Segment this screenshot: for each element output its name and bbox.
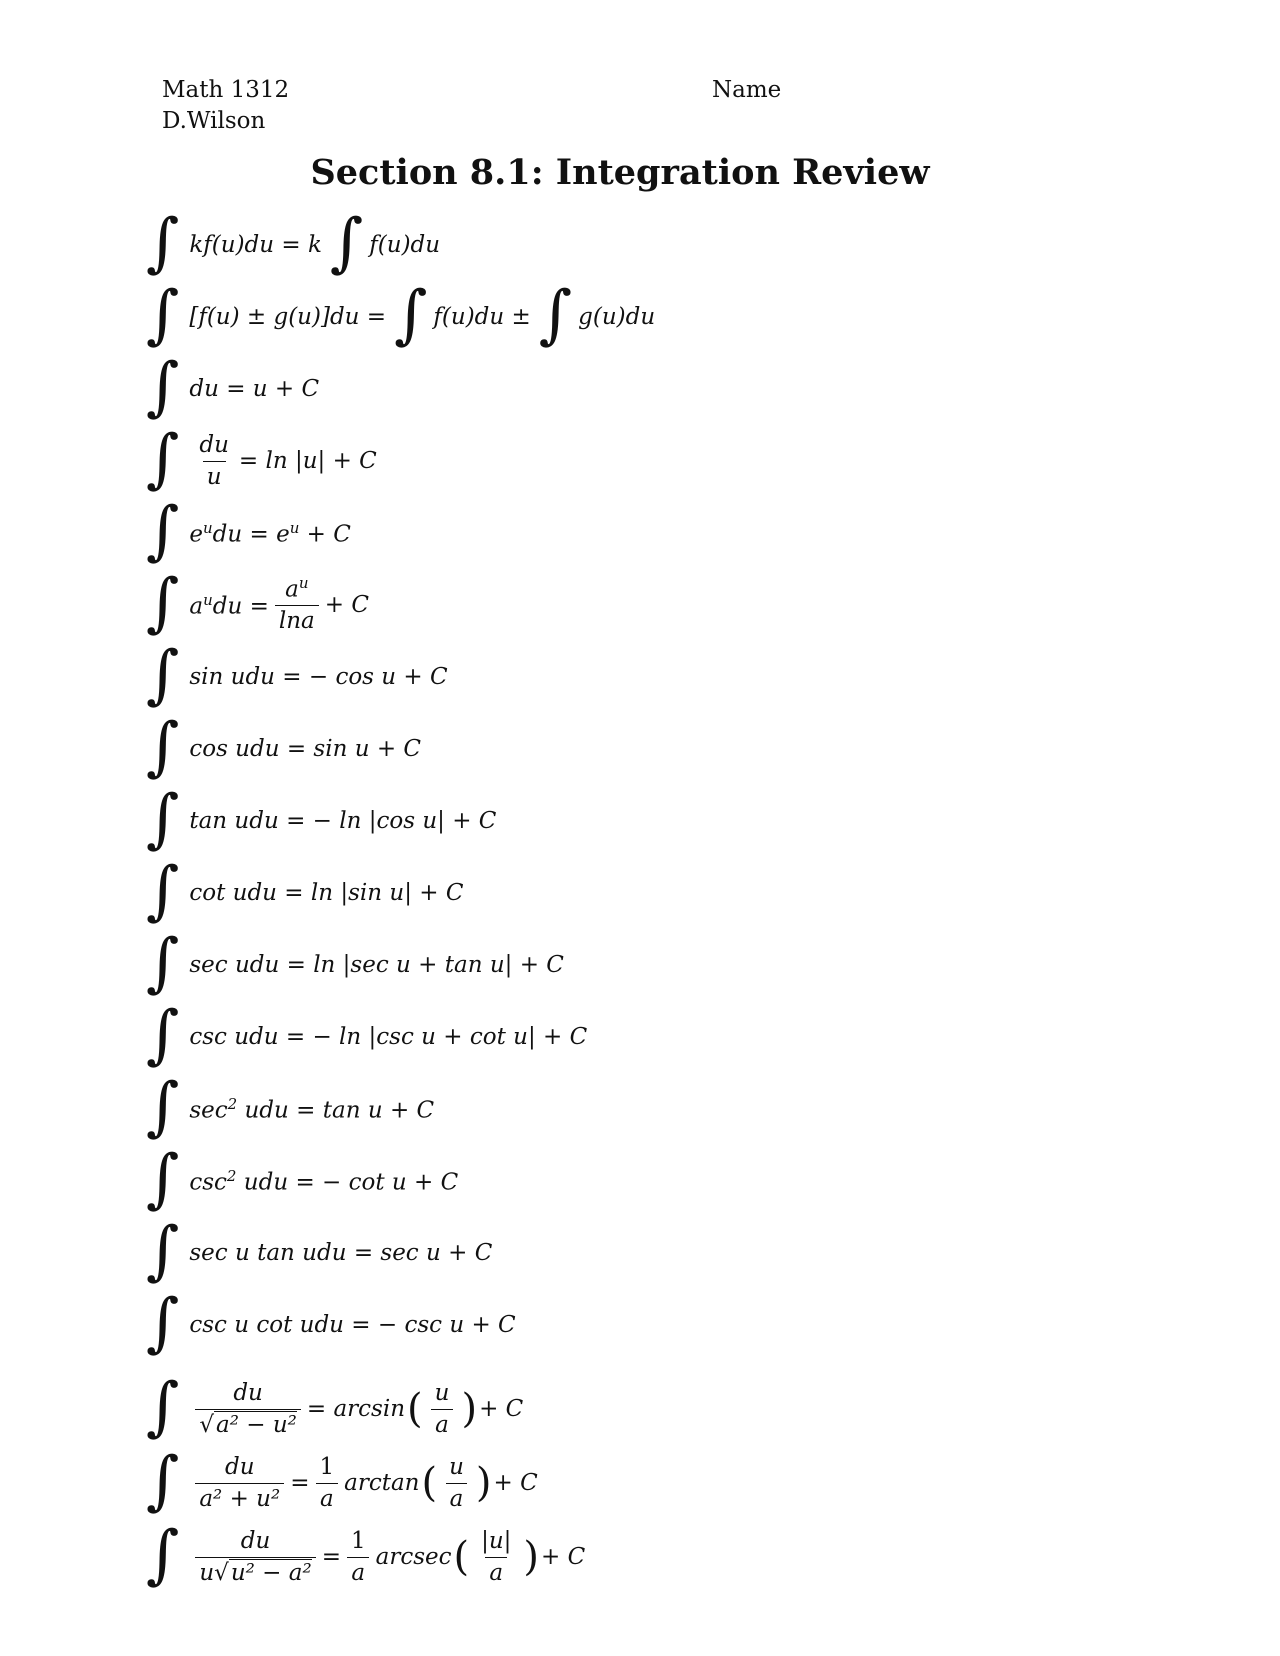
fraction (195, 1454, 284, 1512)
formula-sin (146, 638, 448, 712)
function-name: csc (189, 1169, 227, 1196)
formula-rhs: = ln |u| + C (238, 448, 377, 474)
exponent: u (202, 518, 213, 537)
numerator: u (449, 1454, 464, 1481)
integral-sign: ∫ (146, 422, 180, 496)
numerator: du (240, 1528, 271, 1555)
denominator: u (203, 461, 226, 490)
integral-sign: ∫ (394, 278, 428, 352)
integral-sign: ∫ (146, 1286, 180, 1360)
denominator: a² + u² (195, 1483, 284, 1512)
formula-text: cos udu = sin u + C (189, 736, 422, 762)
integral-sign: ∫ (329, 206, 364, 280)
radicand: u² − a² (230, 1559, 312, 1586)
sqrt-icon: √ (199, 1411, 214, 1438)
integral-sign: ∫ (146, 350, 180, 424)
formula-term-1: f(u)du ± (433, 304, 531, 330)
argument-fraction (431, 1380, 454, 1438)
left-paren: ( (421, 1460, 438, 1506)
formula-text: tan udu = − ln |cos u| + C (189, 808, 497, 834)
formula-text: sin udu = − cos u + C (189, 664, 448, 690)
exponent: u (289, 518, 300, 537)
base: e (189, 521, 203, 548)
right-paren: ) (475, 1460, 492, 1506)
formula-arcsin (146, 1370, 524, 1444)
numerator: du (199, 432, 229, 459)
coefficient-fraction (315, 1454, 338, 1512)
formula-lhs: [f(u) ± g(u)]du = (189, 304, 387, 330)
denominator: a (347, 1557, 369, 1586)
numerator-exponent: u (298, 574, 309, 593)
integral-sign: ∫ (146, 710, 180, 784)
left-paren: ( (407, 1386, 423, 1432)
function-name: arcsec (375, 1544, 452, 1570)
exponent: 2 (227, 1094, 238, 1113)
formula-mid: du = e (212, 521, 290, 548)
right-paren: ) (461, 1386, 478, 1432)
base: a (189, 593, 204, 620)
formula-exp-e (146, 494, 351, 568)
integral-sign: ∫ (146, 206, 180, 280)
integral-sign: ∫ (146, 1070, 180, 1144)
formula-rhs: = arcsin (306, 1396, 406, 1422)
denominator: a (316, 1483, 338, 1512)
fraction (195, 432, 233, 490)
formula-du (146, 350, 320, 424)
equals-sign: = (290, 1470, 310, 1496)
integral-sign: ∫ (146, 1142, 180, 1216)
numerator: 1 (350, 1528, 366, 1555)
formula-arctan (146, 1444, 538, 1518)
formula-text: csc u cot udu = − csc u + C (189, 1312, 516, 1338)
numerator: u (434, 1380, 450, 1407)
integral-sign: ∫ (146, 854, 180, 928)
course-info (162, 75, 289, 137)
denominator: lna (275, 605, 319, 634)
integral-sign: ∫ (146, 1370, 180, 1444)
function-name: arctan (344, 1470, 420, 1496)
formula-tail: + C (324, 592, 369, 618)
equals-sign: = (321, 1544, 341, 1570)
formula-sec (146, 926, 564, 1000)
formula-tail: + C (479, 1396, 524, 1422)
formula-text (189, 1167, 458, 1196)
formula-cos (146, 710, 422, 784)
exponent: 2 (226, 1166, 237, 1185)
formula-exp-a (146, 566, 369, 640)
formula-sec-squared (146, 1070, 435, 1144)
numerator: du (225, 1454, 255, 1481)
integral-sign: ∫ (146, 998, 180, 1072)
formula-sum-difference (146, 278, 656, 352)
page-title: Section 8.1: Integration Review (310, 152, 930, 193)
integral-sign: ∫ (146, 926, 180, 1000)
formula-csc-squared (146, 1142, 459, 1216)
integral-sign: ∫ (146, 278, 180, 352)
sqrt-icon: √ (214, 1559, 229, 1586)
integral-sign: ∫ (146, 494, 180, 568)
argument-fraction (445, 1454, 468, 1512)
integral-sign: ∫ (146, 1444, 180, 1518)
formula-rhs: f(u)du (369, 232, 441, 258)
formula-tail: + C (541, 1544, 586, 1570)
formula-text (189, 519, 351, 548)
numerator: |u| (481, 1528, 512, 1555)
formula-term-2: g(u)du (578, 304, 656, 330)
formula-arcsec (146, 1518, 586, 1592)
denominator: a (485, 1557, 507, 1586)
denominator (195, 1409, 301, 1438)
formula-text: sec u tan udu = sec u + C (189, 1240, 493, 1266)
denominator: a (446, 1483, 468, 1512)
formula-constant-multiple (146, 206, 441, 280)
argument-fraction (477, 1528, 515, 1586)
integral-sign: ∫ (146, 638, 180, 712)
formula-mid: du = (212, 593, 269, 620)
exponent: u (203, 590, 213, 609)
formula-tan (146, 782, 497, 856)
denominator (195, 1557, 315, 1586)
formula-text: csc udu = − ln |csc u + cot u| + C (189, 1024, 588, 1050)
fraction (195, 1380, 301, 1438)
denominator-factor: u (199, 1559, 215, 1586)
formula-reciprocal (146, 422, 377, 496)
fraction (275, 575, 319, 635)
formula-tail: + C (493, 1470, 538, 1496)
formula-cot (146, 854, 464, 928)
formula-text: du = u + C (189, 376, 320, 402)
integral-sign: ∫ (146, 782, 180, 856)
integral-sign: ∫ (146, 1214, 180, 1288)
formula-text (189, 591, 269, 620)
fraction (195, 1528, 315, 1586)
formula-sec-tan (146, 1214, 493, 1288)
denominator: a (431, 1409, 453, 1438)
formula-tail: + C (299, 521, 351, 548)
radicand: a² − u² (216, 1411, 297, 1438)
formula-rest: udu = tan u + C (237, 1097, 435, 1124)
function-name: sec (189, 1097, 228, 1124)
numerator: 1 (319, 1454, 335, 1481)
formula-text: sec udu = ln |sec u + tan u| + C (189, 952, 564, 978)
formula-rest: udu = − cot u + C (236, 1169, 459, 1196)
numerator: du (233, 1380, 263, 1407)
formula-csc (146, 998, 588, 1072)
formula-text: cot udu = ln |sin u| + C (189, 880, 464, 906)
coefficient-fraction (347, 1528, 370, 1586)
right-paren: ) (523, 1534, 540, 1580)
course-number: Math 1312 (162, 77, 290, 103)
numerator (281, 575, 312, 605)
left-paren: ( (453, 1534, 470, 1580)
instructor-name: D.Wilson (162, 108, 266, 134)
name-label: Name (712, 77, 782, 103)
formula-csc-cot (146, 1286, 516, 1360)
integral-sign: ∫ (146, 566, 180, 640)
integral-sign: ∫ (146, 1518, 180, 1592)
integral-sign: ∫ (538, 278, 573, 352)
formula-text (189, 1095, 434, 1124)
numerator-base: a (285, 576, 299, 603)
formula-lhs: kf(u)du = k (189, 232, 322, 258)
